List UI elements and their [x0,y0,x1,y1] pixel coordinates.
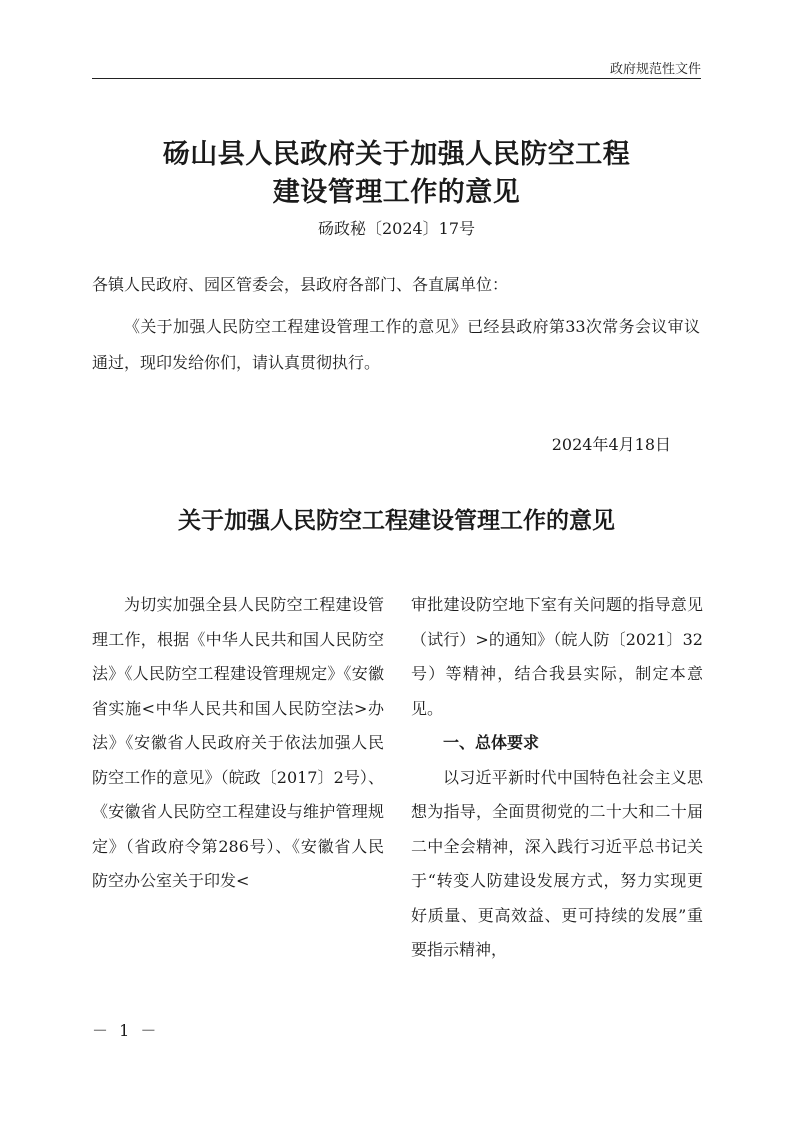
text-column-left [92,588,384,899]
text-column-right [411,588,703,968]
opinion-title: 关于加强人民防空工程建设管理工作的意见 [178,507,615,534]
document-category-label: 政府规范性文件 [609,62,701,77]
notice-title-line-1: 砀山县人民政府关于加强人民防空工程 [162,139,631,170]
preamble-paragraph-continued: 审批建设防空地下室有关问题的指导意见（试行）>的通知》（皖人防〔2021〕32号）等精神，结合我县实际，制定本意见。 [411,595,703,718]
issue-date: 2024年4月18日 [551,435,671,454]
notice-title-line-2: 建设管理工作的意见 [272,177,521,208]
page-number: － 1 － [92,1021,160,1040]
notice-title [92,136,701,212]
notice-body: 《关于加强人民防空工程建设管理工作的意见》已经县政府第33次常务会议审议通过，现印发给你们，请认真贯彻执行。 [92,317,700,372]
salutation: 各镇人民政府、园区管委会，县政府各部门、各直属单位： [92,275,509,294]
section-heading-general-requirements: 一、总体要求 [443,733,540,752]
header-divider [92,78,701,79]
document-number: 砀政秘〔2024〕17号 [317,219,476,238]
preamble-paragraph: 为切实加强全县人民防空工程建设管理工作，根据《中华人民共和国人民防空法》《人民防空工程建设管理规定》《安徽省实施<中华人民共和国人民防空法>办法》《安徽省人民政府关于依法加强人民防空工作的意见》（皖政〔2017〕2号）、《安徽省人民防空工程建设与维护管理规定》（省政府令第286号）、《安徽省人民防空办公室关于印发< [92,595,384,890]
section-body-general-requirements: 以习近平新时代中国特色社会主义思想为指导，全面贯彻党的二十大和二十届二中全会精神，深入践行习近平总书记关于“转变人防建设发展方式，努力实现更好质量、更高效益、更可持续的发展”重要指示精神， [411,767,703,959]
